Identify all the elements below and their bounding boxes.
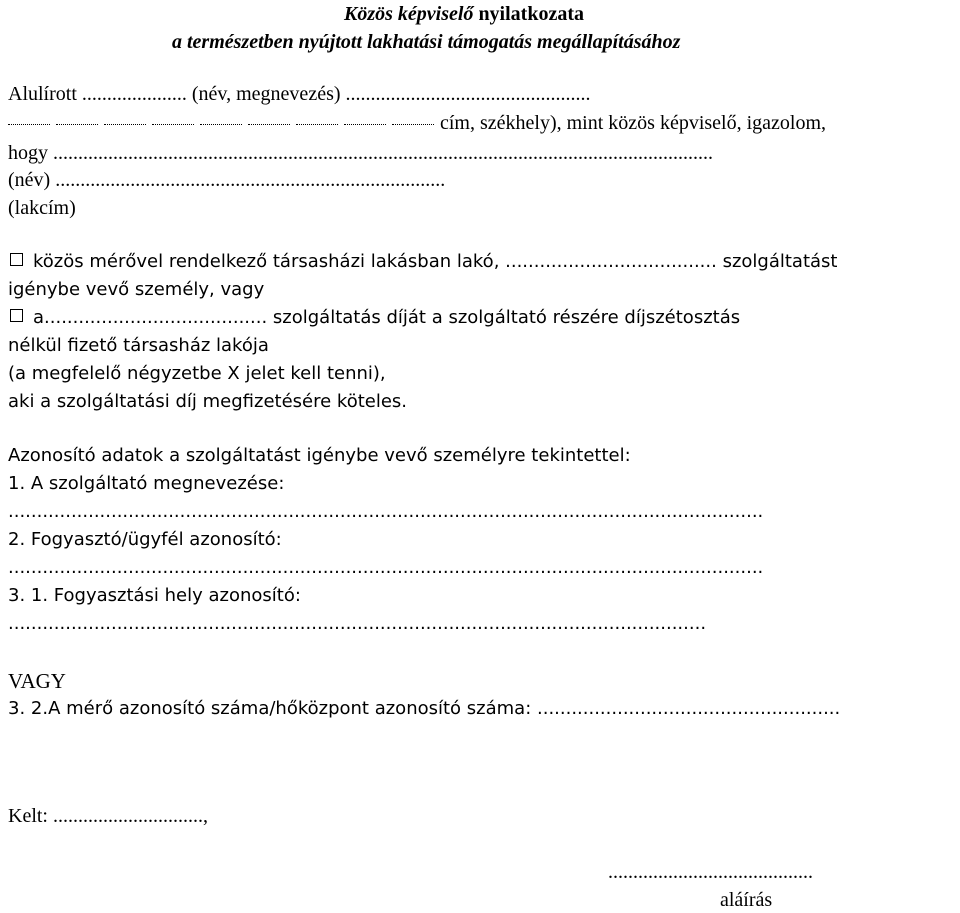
- blank-underline: [104, 123, 146, 125]
- option-2-line-1: [10, 309, 740, 327]
- item-2-label: 2. Fogyasztó/ügyfél azonosító:: [8, 529, 282, 550]
- checkbox-option-2[interactable]: [10, 309, 23, 322]
- item-2-blank: ....................................................................................................................................: [8, 557, 764, 578]
- item-4-line: 3. 2.A mérő azonosító száma/hőközpont azonosító száma: .....................................................: [8, 698, 841, 719]
- item-3-blank: ..........................................................................................................................: [8, 613, 707, 634]
- ids-heading: Azonosító adatok a szolgáltatást igénybe vevő személyre tekintettel:: [8, 445, 631, 466]
- blank-underline: [296, 123, 338, 125]
- option-1-line-1: [10, 253, 837, 271]
- signature-label: aláírás: [720, 889, 773, 911]
- blank-underline: [152, 123, 194, 125]
- signature-blank: .........................................: [608, 861, 813, 883]
- blank-underline: [392, 123, 434, 125]
- option-1-line-2: igénybe vevő személy, vagy: [8, 279, 265, 300]
- date-line: Kelt: ..............................,: [8, 805, 208, 827]
- blank-underline: [200, 123, 242, 125]
- intro-line-3: hogy ....................................................................................................................................: [8, 142, 713, 164]
- blank-underline: [344, 123, 386, 125]
- intro-line-1: Alulírott ..................... (név, megnevezés) .................................................: [8, 83, 591, 105]
- option-1-text: közös mérővel rendelkező társasházi lakásban lakó, ..................................... szolgáltatást: [33, 251, 838, 272]
- item-1-blank: ....................................................................................................................................: [8, 501, 764, 522]
- blank-underline: [56, 123, 98, 125]
- blank-underline: [248, 123, 290, 125]
- intro-line-4: (név) ..............................................................................: [8, 169, 446, 191]
- checkbox-option-1[interactable]: [10, 253, 23, 266]
- intro-line-5: (lakcím): [8, 197, 76, 219]
- intro-line-2-text: cím, székhely), mint közös képviselő, igazolom,: [440, 112, 827, 134]
- note-line-1: (a megfelelő négyzetbe X jelet kell tenni),: [8, 363, 386, 384]
- title-normal-part: nyilatkozata: [478, 3, 584, 25]
- intro-line-2: [8, 113, 826, 133]
- or-separator: VAGY: [8, 669, 66, 693]
- blank-underline: [8, 123, 50, 125]
- option-2-line-2: nélkül fizető társasház lakója: [8, 335, 269, 356]
- document-title-line1: [344, 4, 584, 24]
- item-3-label: 3. 1. Fogyasztási hely azonosító:: [8, 585, 301, 606]
- option-2-text: a....................................... szolgáltatás díját a szolgáltató részére díjszétosztás: [33, 307, 741, 328]
- item-1-label: 1. A szolgáltató megnevezése:: [8, 473, 285, 494]
- document-title-line2: a természetben nyújtott lakhatási támogatás megállapításához: [172, 31, 681, 53]
- note-line-2: aki a szolgáltatási díj megfizetésére köteles.: [8, 391, 408, 412]
- title-italic-part: Közös képviselő: [344, 3, 474, 25]
